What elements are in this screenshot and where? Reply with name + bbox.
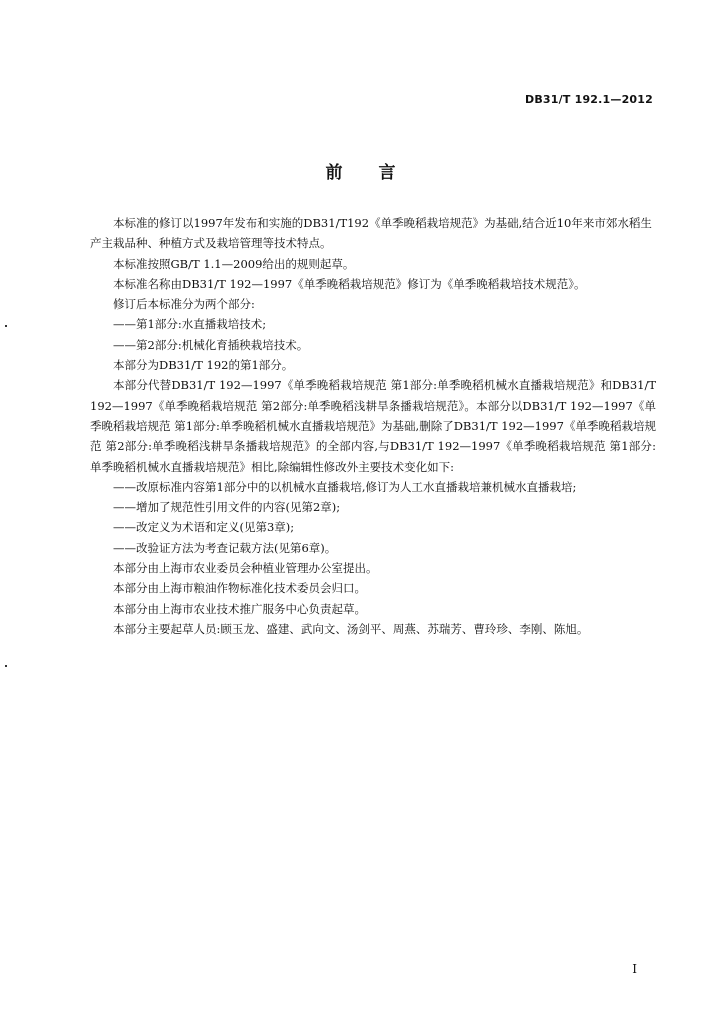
page-title: 前言 xyxy=(325,163,432,183)
standard-code: DB31/T 192.1—2012 xyxy=(525,93,653,106)
list-item-part-2: ——第2部分:机械化育插秧栽培技术。 xyxy=(113,337,309,352)
paragraph-drafted-by: 本部分由上海市农业技术推广服务中心负责起草。 xyxy=(113,601,366,616)
paragraph-parts-intro: 修订后本标准分为两个部分: xyxy=(113,297,255,312)
list-item-change-1: ——改原标准内容第1部分中的以机械水直播栽培,修订为人工水直播栽培兼机械水直播栽培; xyxy=(113,479,577,494)
list-item-change-2: ——增加了规范性引用文件的内容(见第2章); xyxy=(113,500,341,515)
list-item-change-4: ——改验证方法为考查记载方法(见第6章)。 xyxy=(113,540,337,555)
list-item-part-1: ——第1部分:水直播栽培技术; xyxy=(113,317,267,332)
paragraph-this-part: 本部分为DB31/T 192的第1部分。 xyxy=(113,358,294,373)
foreword-body xyxy=(90,213,656,639)
paragraph-name-change: 本标准名称由DB31/T 192—1997《单季晚稻栽培规范》修订为《单季晚稻栽培技术规范》。 xyxy=(113,276,586,291)
paragraph-replacement: 本部分代替DB31/T 192—1997《单季晚稻栽培规范 第1部分:单季晚稻机械水直播栽培规范》和DB31/T 192—1997《单季晚稻栽培规范 第2部分:单季晚稻浅耕旱条播栽培规范》。本部分以DB31/T 192—1997《单季晚稻栽培规范 第1部分:单季晚稻机械水直播栽培规范》为基础,删除了DB31/T 192—1997《单季晚稻栽培规范 第2部分:单季晚稻浅耕旱条播栽培规范》的全部内容,与DB31/T 192—1997《单季晚稻栽培规范 第1部分:单季晚稻机械水直播栽培规范》相比,除编辑性修改外主要技术变化如下: xyxy=(90,378,656,474)
paragraph-drafters: 本部分主要起草人员:顾玉龙、盛建、武向文、汤剑平、周燕、苏瑞芳、曹玲珍、李刚、陈旭。 xyxy=(113,621,589,636)
paragraph-drafting-rules: 本标准按照GB/T 1.1—2009给出的规则起草。 xyxy=(113,256,355,271)
list-item-change-3: ——改定义为术语和定义(见第3章); xyxy=(113,520,295,535)
paragraph-proposer: 本部分由上海市农业委员会种植业管理办公室提出。 xyxy=(113,561,378,576)
paragraph-revision-basis: 本标准的修订以1997年发布和实施的DB31/T192《单季晚稻栽培规范》为基础,结合近10年来市郊水稻生产主栽品种、种植方式及栽培管理等技术特点。 xyxy=(90,216,652,251)
scan-mark xyxy=(5,665,7,667)
scan-mark xyxy=(5,325,7,327)
page-number: I xyxy=(632,962,637,976)
paragraph-centralized-by: 本部分由上海市粮油作物标准化技术委员会归口。 xyxy=(113,581,366,596)
